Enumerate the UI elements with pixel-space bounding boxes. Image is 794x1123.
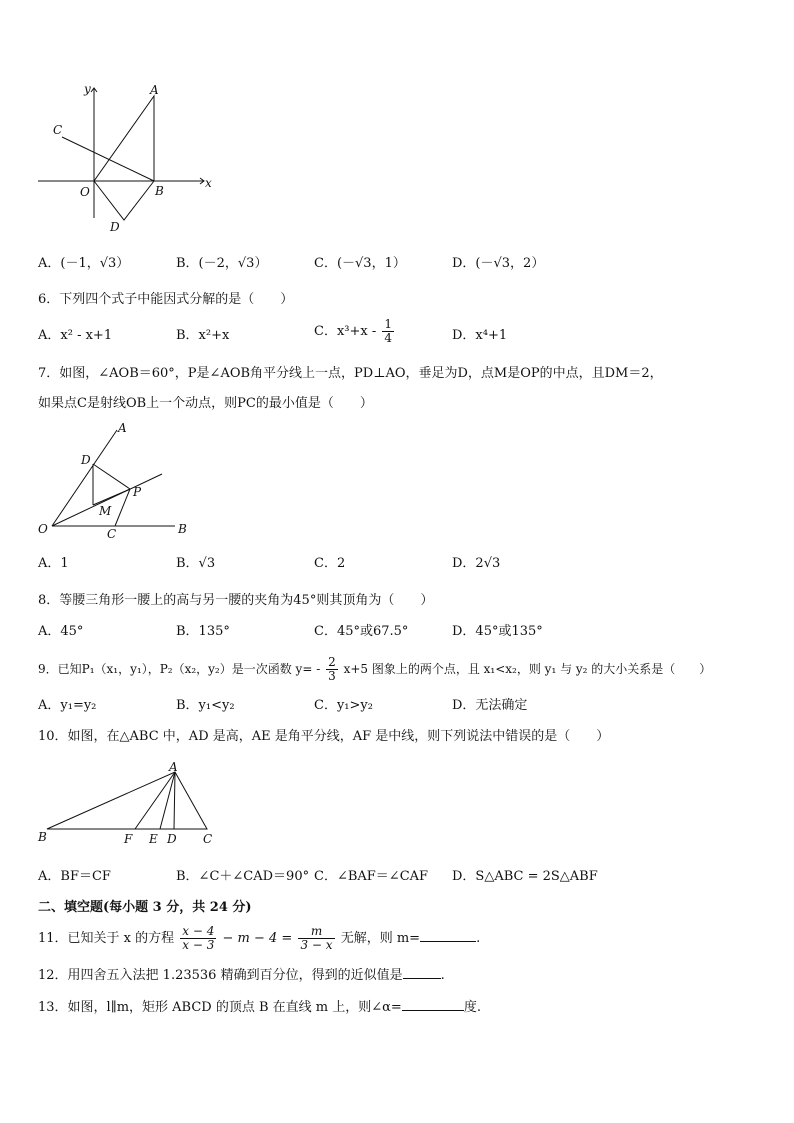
- q9-frac-num: 2: [328, 655, 336, 669]
- q13-answer-blank[interactable]: [402, 998, 464, 1011]
- fig2-label-m: M: [99, 504, 112, 518]
- q11-f2-num: m: [298, 925, 334, 939]
- q11-fraction-1: [180, 925, 216, 952]
- q5-option-c: C．(－√3，1）: [314, 256, 406, 271]
- q10-option-c: C．∠BAF＝∠CAF: [314, 869, 429, 884]
- q8-option-a: A．45°: [38, 624, 84, 639]
- q13-text: 13．如图，l∥m，矩形 ABCD 的顶点 B 在直线 m 上，则∠α=: [38, 1000, 402, 1015]
- fig3-label-f: F: [124, 832, 133, 846]
- q5-option-d: D．(－√3，2）: [452, 256, 545, 271]
- q7-stem-line2: 如果点C是射线OB上一个动点，则PC的最小值是（ ）: [38, 396, 373, 411]
- q9-stem-a: 9．已知P₁（x₁，y₁），P₂（x₂，y₂）是一次函数 y= -: [38, 662, 321, 676]
- q11-stem: [38, 922, 480, 956]
- fig3-label-d: D: [167, 832, 177, 846]
- q11-f1-num: x − 4: [182, 924, 215, 938]
- fig1-label-x: x: [205, 176, 212, 190]
- q11-text-end: .: [476, 931, 481, 946]
- fig2-label-c: C: [107, 527, 117, 541]
- q11-f2-den: 3 − x: [300, 938, 333, 952]
- q10-option-d: D．S△ABC = 2S△ABF: [452, 869, 598, 884]
- q6-stem: 6．下列四个式子中能因式分解的是（ ）: [38, 292, 294, 307]
- q12-text-end: .: [440, 968, 445, 983]
- q10-option-b: B．∠C＋∠CAD＝90°: [176, 869, 310, 884]
- q11-text-a: 11．已知关于 x 的方程: [38, 931, 175, 946]
- fig2-label-b: B: [178, 522, 187, 536]
- q11-text-b: 无解，则 m=: [340, 931, 421, 946]
- q13-text-end: 度.: [463, 1000, 481, 1015]
- q9-option-b: B．y₁<y₂: [176, 698, 235, 713]
- q8-stem: 8．等腰三角形一腰上的高与另一腰的夹角为45°则其顶角为（ ）: [38, 593, 434, 608]
- q7-option-c: C．2: [314, 556, 346, 571]
- fig3-label-b: B: [38, 830, 47, 844]
- q11-f1-den: x − 3: [182, 938, 215, 952]
- q9-option-c: C．y₁>y₂: [314, 698, 373, 713]
- q6-frac-den: 4: [384, 331, 393, 345]
- fig2-label-d: D: [81, 453, 91, 467]
- q11-fraction-2: [298, 925, 334, 952]
- q10-stem: 10．如图，在△ABC 中，AD 是高，AE 是角平分线，AF 是中线，则下列说法中错误的是（ ）: [38, 729, 610, 744]
- section-heading-fill-in: 二、填空题(每小题 3 分，共 24 分): [38, 900, 252, 915]
- q7-option-d: D．2√3: [452, 556, 501, 571]
- q9-stem-b: x+5 图象上的两个点，且 x₁<x₂，则 y₁ 与 y₂ 的大小关系是（ ）: [343, 662, 712, 676]
- fig1-label-o: O: [80, 185, 90, 199]
- q7-option-b: B．√3: [176, 556, 216, 571]
- q9-option-a: A．y₁=y₂: [38, 698, 97, 713]
- q7-stem-line1: 7．如图，∠AOB＝60°，P是∠AOB角平分线上一点，PD⊥AO，垂足为D，点M是OP的中点，且DM＝2，: [38, 366, 663, 381]
- q8-option-d: D．45°或135°: [452, 624, 543, 639]
- q10-option-a: A．BF＝CF: [38, 869, 111, 884]
- q9-option-d: D．无法确定: [452, 698, 528, 713]
- q5-option-b: B．(－2，√3）: [176, 256, 268, 271]
- fig3-label-e: E: [149, 832, 158, 846]
- fig1-label-a: A: [150, 83, 159, 97]
- q12-text: 12．用四舍五入法把 1.23536 精确到百分位，得到的近似值是: [38, 968, 403, 983]
- q13-stem: [38, 998, 481, 1018]
- q12-answer-blank[interactable]: [403, 966, 441, 979]
- fig3-label-c: C: [203, 832, 213, 846]
- fig3-label-a: A: [169, 760, 178, 774]
- q6-option-b: B．x²+x: [176, 328, 230, 343]
- q6-option-c-text: C．x³+x -: [314, 324, 377, 339]
- fig2-label-a: A: [118, 421, 127, 435]
- q6-option-d: D．x⁴+1: [452, 328, 508, 343]
- q11-answer-blank[interactable]: [420, 929, 476, 942]
- q8-option-b: B．135°: [176, 624, 230, 639]
- q9-frac-den: 3: [328, 669, 336, 683]
- q6-option-a: A．x² - x+1: [38, 328, 113, 343]
- fig1-label-b: B: [155, 184, 164, 198]
- q7-option-a: A．1: [38, 556, 69, 571]
- fig2-label-o: O: [38, 522, 48, 536]
- q5-option-a: A．(－1，√3）: [38, 256, 130, 271]
- fig2-label-p: P: [133, 485, 142, 499]
- fig1-label-c: C: [53, 123, 63, 137]
- fig1-label-d: D: [110, 220, 120, 234]
- q11-text-mid: − m − 4 =: [222, 931, 293, 946]
- q12-stem: [38, 966, 445, 986]
- fig1-label-y: y: [84, 82, 91, 96]
- q8-option-c: C．45°或67.5°: [314, 624, 409, 639]
- q6-frac-num: 1: [384, 317, 393, 331]
